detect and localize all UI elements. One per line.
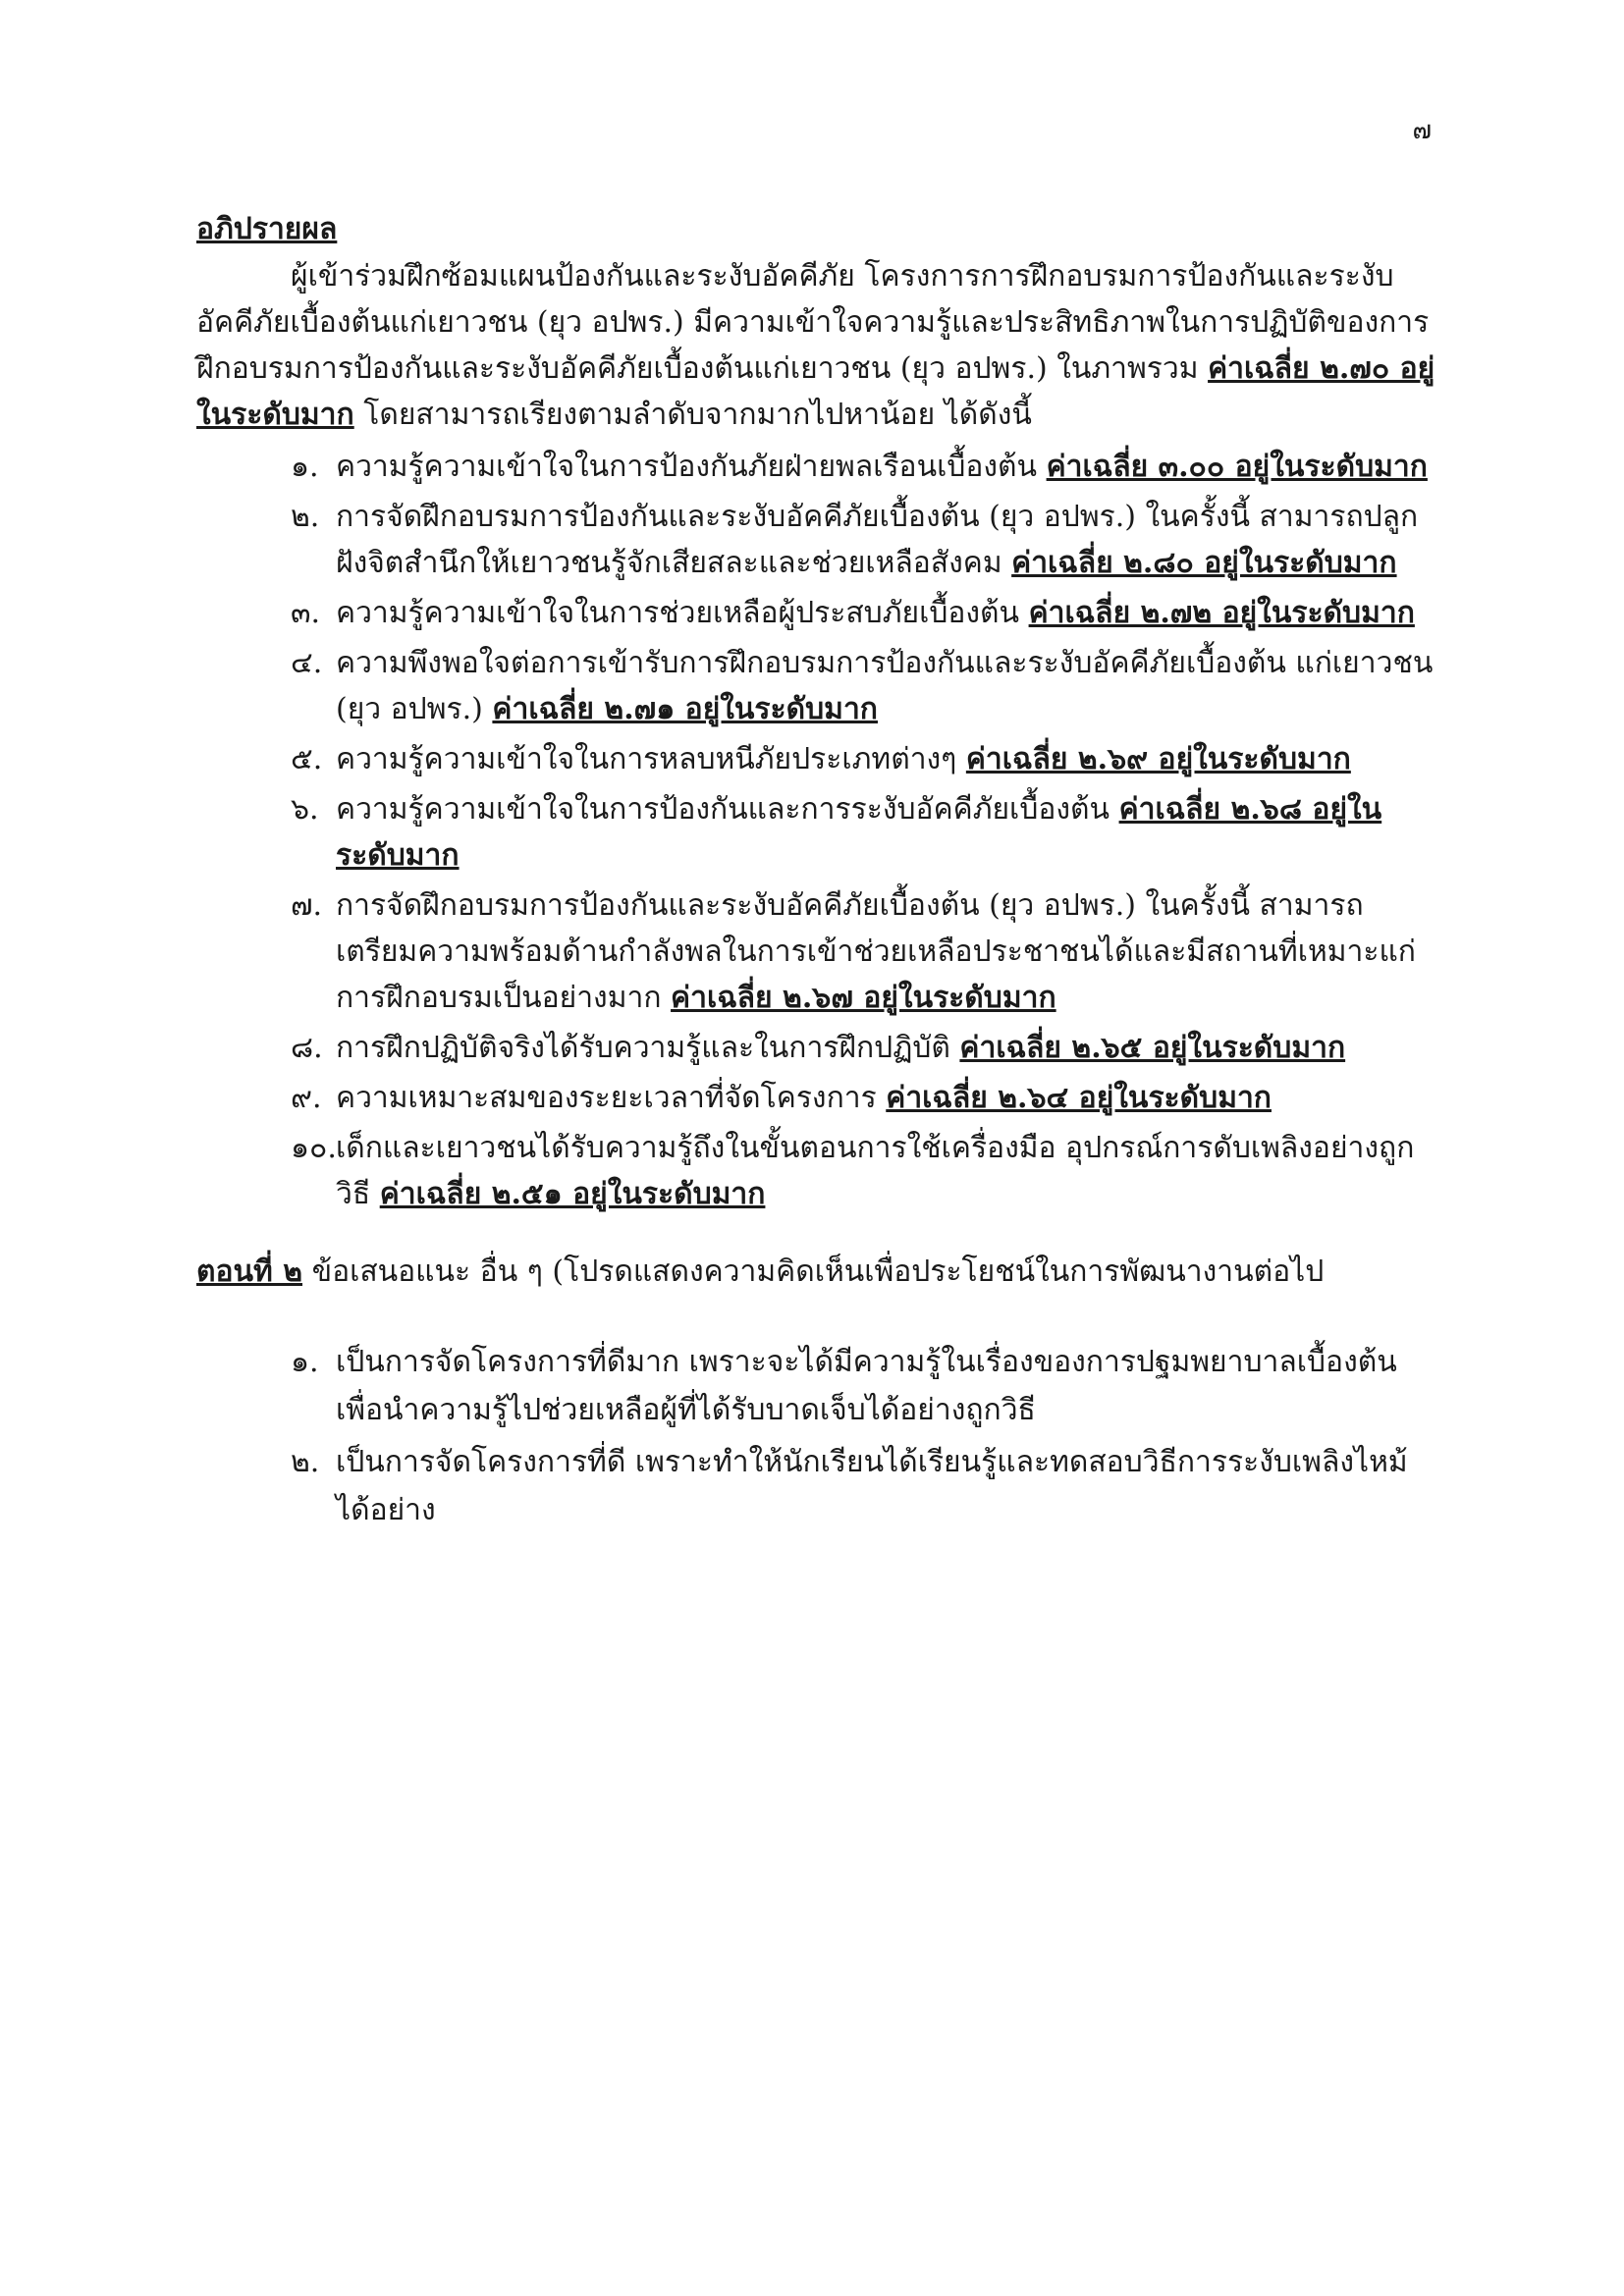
discussion-list <box>291 444 1439 1221</box>
item-average: ค่าเฉลี่ย ๒.๗๒ อยู่ในระดับมาก <box>1028 596 1415 630</box>
list-item <box>291 882 1439 1021</box>
item-number: ๓. <box>291 596 321 630</box>
part2-label: ตอนที่ ๒ <box>196 1255 303 1289</box>
discussion-intro <box>196 253 1439 438</box>
item-text: การจัดฝึกอบรมการป้องกันและระงับอัคคีภัยเบื้องต้น (ยุว อปพร.) ในครั้งนี้ สามารถเตรียมความพร้อมด้านกำลังพลในการเข้าช่วยเหลือประชาชนได้และมีสถานที่เหมาะแก่การฝึกอบรมเป็นอย่างมาก <box>336 888 1416 1015</box>
item-average: ค่าเฉลี่ย ๓.๐๐ อยู่ในระดับมาก <box>1046 450 1428 484</box>
intro-average: ค่าเฉลี่ย ๒.๗๐ อยู่ในระดับมาก <box>196 351 1435 432</box>
list-item <box>291 1438 1439 1534</box>
item-average: ค่าเฉลี่ย ๒.๖๔ อยู่ในระดับมาก <box>886 1081 1272 1115</box>
item-text: ความเหมาะสมของระยะเวลาที่จัดโครงการ <box>336 1081 877 1115</box>
list-item <box>291 1338 1439 1434</box>
item-number: ๒. <box>291 1445 320 1479</box>
item-text: การจัดฝึกอบรมการป้องกันและระงับอัคคีภัยเบื้องต้น (ยุว อปพร.) ในครั้งนี้ สามารถปลูกฝังจิตสำนึกให้เยาวชนรู้จักเสียสละและช่วยเหลือสังคม <box>336 500 1419 580</box>
item-average: ค่าเฉลี่ย ๒.๕๑ อยู่ในระดับมาก <box>379 1177 766 1211</box>
item-text: ความรู้ความเข้าใจในการป้องกันภัยฝ่ายพลเรือนเบื้องต้น <box>336 450 1038 484</box>
page-number: ๗ <box>1412 116 1432 145</box>
item-number: ๖. <box>291 792 319 827</box>
list-item <box>291 786 1439 879</box>
item-text: ความรู้ความเข้าใจในการช่วยเหลือผู้ประสบภัยเบื้องต้น <box>336 596 1020 630</box>
part2-text: ข้อเสนอแนะ อื่น ๆ (โปรดแสดงความคิดเห็นเพื่อประโยชน์ในการพัฒนางานต่อไป <box>311 1255 1325 1289</box>
item-number: ๔. <box>291 646 323 680</box>
item-number: ๘. <box>291 1031 323 1065</box>
list-item <box>291 494 1439 586</box>
item-average: ค่าเฉลี่ย ๒.๖๙ อยู่ในระดับมาก <box>965 742 1351 776</box>
item-average: ค่าเฉลี่ย ๒.๗๑ อยู่ในระดับมาก <box>492 692 878 726</box>
item-text: เป็นการจัดโครงการที่ดี เพราะทำให้นักเรียนได้เรียนรู้และทดสอบวิธีการระงับเพลิงไหม้ ได้อย่าง <box>336 1445 1408 1527</box>
item-text: ความพึงพอใจต่อการเข้ารับการฝึกอบรมการป้องกันและระงับอัคคีภัยเบื้องต้น แก่เยาวชน (ยุว อปพร.) <box>336 646 1434 726</box>
list-item <box>291 736 1439 782</box>
item-number: ๑. <box>291 450 319 484</box>
item-text: เด็กและเยาวชนได้รับความรู้ถึงในขั้นตอนการใช้เครื่องมือ อุปกรณ์การดับเพลิงอย่างถูกวิธี <box>336 1131 1415 1211</box>
item-number: ๕. <box>291 742 323 776</box>
item-average: ค่าเฉลี่ย ๒.๖๗ อยู่ในระดับมาก <box>671 981 1056 1015</box>
item-average: ค่าเฉลี่ย ๒.๖๕ อยู่ในระดับมาก <box>959 1031 1346 1065</box>
item-number: ๑๐. <box>291 1131 337 1165</box>
list-item <box>291 590 1439 636</box>
list-item <box>291 1025 1439 1071</box>
item-number: ๒. <box>291 500 320 534</box>
part2-intro <box>196 1249 1439 1295</box>
item-text: ความรู้ความเข้าใจในการป้องกันและการระงับอัคคีภัยเบื้องต้น <box>336 792 1110 827</box>
list-item <box>291 1075 1439 1121</box>
item-number: ๙. <box>291 1081 322 1115</box>
list-item <box>291 1125 1439 1217</box>
discussion-heading: อภิปรายผล <box>196 212 338 246</box>
item-text: เป็นการจัดโครงการที่ดีมาก เพราะจะได้มีความรู้ในเรื่องของการปฐมพยาบาลเบื้องต้นเพื่อนำความรู้ไปช่วยเหลือผู้ที่ได้รับบาดเจ็บได้อย่างถูกวิธี <box>336 1345 1397 1427</box>
item-average: ค่าเฉลี่ย ๒.๘๐ อยู่ในระดับมาก <box>1011 546 1397 580</box>
item-number: ๑. <box>291 1345 319 1379</box>
item-text: ความรู้ความเข้าใจในการหลบหนีภัยประเภทต่างๆ <box>336 742 957 776</box>
intro-text: ผู้เข้าร่วมฝึกซ้อมแผนป้องกันและระงับอัคคีภัย โครงการการฝึกอบรมการป้องกันและระงับอัคคีภัยเบื้องต้นแก่เยาวชน (ยุว อปพร.) มีความเข้าใจความรู้และประสิทธิภาพในการปฏิบัติของการฝึกอบรมการป้องกันและระงับอัคคีภัยเบื้องต้นแก่เยาวชน (ยุว อปพร.) ในภาพรวม <box>196 259 1430 386</box>
item-text: การฝึกปฏิบัติจริงได้รับความรู้และในการฝึกปฏิบัติ <box>336 1031 950 1065</box>
item-number: ๗. <box>291 888 323 923</box>
intro-tail: โดยสามารถเรียงตามลำดับจากมากไปหาน้อย ได้ดังนี้ <box>363 398 1032 432</box>
suggestion-list <box>291 1338 1439 1538</box>
item-average: ค่าเฉลี่ย ๒.๖๘ อยู่ในระดับมาก <box>336 792 1382 873</box>
list-item <box>291 444 1439 490</box>
list-item <box>291 640 1439 732</box>
